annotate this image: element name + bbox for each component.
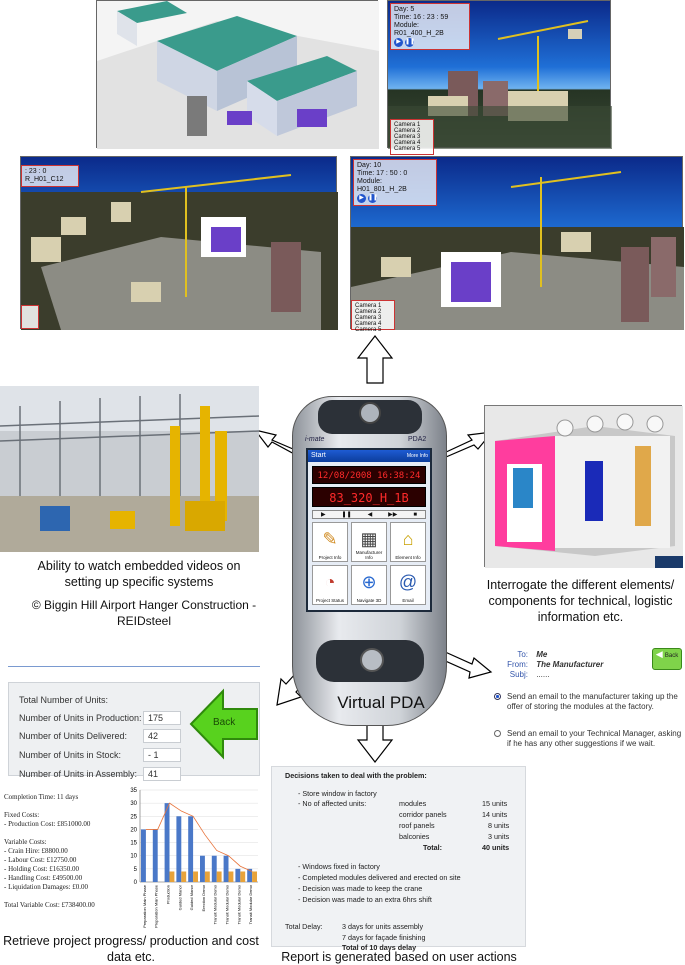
camera-item[interactable]: Camera 2	[394, 128, 421, 134]
units-assembly-value: 41	[143, 767, 181, 781]
fixed-cost-item: - Production Cost: £851000.00	[4, 820, 91, 828]
camera-item[interactable]: Camera 3	[355, 315, 382, 321]
affected-value: 14 units	[482, 810, 508, 819]
units-assembly-label: Number of Units in Assembly:	[19, 769, 138, 779]
x-tick-label: Preparation Main Phase	[141, 885, 147, 928]
module-model	[485, 406, 683, 568]
bar	[193, 871, 198, 882]
email-option-1[interactable]	[494, 692, 682, 712]
bar	[212, 856, 217, 882]
pda-model: PDA2	[408, 436, 427, 443]
laptop-icon: ▦	[360, 529, 378, 549]
play-icon[interactable]: ▶	[320, 512, 326, 518]
pda-datetime: 12/08/2008 16:38:24	[312, 466, 426, 484]
units-production-value: 175	[143, 711, 181, 725]
tile-email[interactable]: @ Email	[390, 565, 426, 605]
delay-line: 3 days for units assembly	[342, 922, 424, 931]
variable-cost-item: - Liquidation Damages: £0.00	[4, 883, 88, 891]
camera-item[interactable]: Camera 5	[394, 146, 421, 152]
rewind-icon[interactable]: ◀	[367, 512, 373, 518]
units-title: Total Number of Units:	[19, 695, 109, 705]
pause-icon[interactable]: ❚❚	[341, 512, 352, 518]
crane-icon: ⌂	[402, 529, 414, 549]
hud-time: Time: 16 : 23 : 59	[394, 14, 449, 21]
y-tick-label: 0	[133, 880, 137, 886]
caption-pda: Virtual PDA	[337, 693, 425, 712]
report-item: - Decision was made to an extra 6hrs shift	[298, 895, 432, 904]
pda-nav-button[interactable]	[359, 402, 381, 424]
camera-item[interactable]: Camera 1	[355, 303, 382, 309]
trend-line	[146, 803, 252, 871]
forward-icon[interactable]: ▶▶	[388, 512, 398, 518]
pda-dpad[interactable]	[360, 648, 384, 672]
back-arrow-icon: ◀	[655, 649, 663, 659]
y-tick-label: 5	[133, 866, 137, 873]
bar	[240, 871, 245, 882]
tile-project-status[interactable]: ◔ Project Status	[312, 565, 348, 605]
report-item: - Windows fixed in factory	[298, 862, 380, 871]
hud-day: Day: 10	[357, 162, 382, 169]
variable-cost-item: - Handling Cost: £49500.00	[4, 874, 83, 882]
pda-media-controls	[312, 510, 426, 519]
x-tick-label: Transit Modular Demo	[248, 885, 254, 925]
construction-video-frame[interactable]	[0, 386, 259, 552]
report-heading: Decisions taken to deal with the problem:	[285, 771, 427, 780]
email-to-row	[490, 650, 640, 659]
email-from-row	[490, 660, 640, 669]
email-subj-value: ......	[536, 670, 550, 679]
x-tick-label: Guided Manor	[189, 885, 195, 911]
completion-time: Completion Time: 11 days	[4, 793, 79, 801]
camera-item[interactable]: Camera 5	[355, 327, 382, 333]
bar	[200, 856, 205, 882]
arrow-lower-right	[441, 651, 491, 678]
affected-name: balconies	[399, 832, 430, 841]
variable-cost-item: - Holding Cost: £16350.00	[4, 865, 80, 873]
units-stock-value: - 1	[143, 748, 181, 762]
units-back-label: Back	[213, 717, 236, 728]
units-back-button[interactable]	[189, 687, 259, 761]
arrow-up	[358, 336, 392, 383]
x-tick-label: Erection Demo	[200, 885, 206, 912]
total-variable-cost: Total Variable Cost: £738400.00	[4, 901, 95, 909]
email-icon: @	[398, 572, 418, 592]
pencil-icon: ✎	[322, 529, 338, 549]
x-tick-label: Transit Modular Demo	[212, 885, 218, 925]
bar	[205, 871, 210, 882]
camera-item[interactable]: Camera 4	[355, 321, 382, 327]
fixed-costs-title: Fixed Costs:	[4, 811, 40, 819]
email-subj-label: Subj:	[509, 670, 528, 679]
email-to-value: Me	[536, 650, 548, 659]
pie-chart-icon: ◔	[324, 572, 336, 592]
caption-video: Ability to watch embedded videos on setting up specific systems	[37, 559, 241, 589]
variable-cost-item: - Labour Cost: £12750.00	[4, 856, 77, 864]
hud-time: Time: 17 : 50 : 0	[357, 170, 408, 177]
email-back-button[interactable]	[652, 648, 682, 670]
report-item: - Completed modules delivered and erected on site	[298, 873, 461, 882]
pda-screen	[306, 448, 432, 612]
units-panel	[8, 682, 260, 779]
hud-module: Module: H01_801_H_2B	[357, 178, 407, 193]
hud-time: : 23 : 0	[25, 168, 47, 175]
x-tick-label: Preparation Main Phase	[153, 885, 159, 928]
bar	[188, 816, 193, 882]
units-stock-label: Number of Units in Stock:	[19, 750, 122, 760]
pda-module-code: 83_320_H_1B	[312, 487, 426, 507]
pause-button[interactable]: ❚❚	[368, 195, 379, 201]
progress-chart	[122, 786, 262, 936]
x-tick-label: Transit Modular Demo	[236, 885, 242, 925]
affected-name: corridor panels	[399, 810, 447, 819]
play-button[interactable]: ▶	[394, 38, 403, 47]
bar	[176, 816, 181, 882]
magnifier-icon: ⊕	[361, 572, 377, 592]
x-tick-label: Transit Modular Demo	[224, 885, 230, 925]
report-item: - Store window in factory	[298, 789, 377, 798]
bar	[224, 856, 229, 882]
bar	[229, 871, 234, 882]
decision-report	[271, 766, 526, 952]
tile-navigate-3d[interactable]: ⊕ Navigate 3D	[351, 565, 387, 605]
affected-total-value: 40 units	[482, 843, 510, 852]
pda-taskbar	[308, 450, 430, 462]
affected-value: 3 units	[488, 832, 510, 841]
radio-selected-icon[interactable]	[494, 693, 501, 700]
radio-icon[interactable]	[494, 730, 501, 737]
tile-project-info[interactable]: ✎ Project Info	[312, 522, 348, 562]
report-item: - Decision was made to keep the crane	[298, 884, 423, 893]
email-from-value: The Manufacturer	[536, 660, 604, 669]
email-option-1-text: Send an email to the manufacturer taking up the offer of storing the modules at the factory.	[507, 692, 678, 711]
camera-item[interactable]: Camera 1	[394, 122, 421, 128]
bar	[141, 829, 146, 882]
bar	[153, 829, 158, 882]
tile-manufacturer-info[interactable]: ▦ Manufacturer Info	[351, 522, 387, 562]
camera-item[interactable]: Camera 3	[394, 134, 421, 140]
units-production-label: Number of Units in Production:	[19, 713, 142, 723]
affected-total-label: Total:	[423, 843, 443, 852]
affected-value: 8 units	[488, 821, 510, 830]
hud-day: Day: 5	[394, 6, 415, 13]
y-tick-label: 30	[130, 801, 137, 808]
stop-icon[interactable]: ■	[413, 512, 417, 518]
affected-name: modules	[399, 799, 427, 808]
pda-app-grid	[312, 522, 426, 605]
y-tick-label: 25	[130, 814, 137, 821]
bar	[181, 871, 186, 882]
hud-module: Module: R01_400_H_2B	[394, 22, 444, 37]
email-back-label: Back	[664, 653, 679, 659]
email-from-label: From:	[507, 660, 528, 669]
start-menu[interactable]: Start	[311, 452, 326, 459]
construction-photo	[0, 386, 259, 552]
variable-costs-title: Variable Costs:	[4, 838, 47, 846]
email-option-2-text: Send an email to your Technical Manager, asking if he has any other suggestions if we wait.	[507, 729, 682, 748]
email-option-2[interactable]	[494, 729, 682, 749]
affected-name: roof panels	[399, 821, 435, 830]
caption-report: Report is generated based on user actions	[281, 950, 517, 964]
x-tick-label: Production	[165, 885, 171, 905]
units-delivered-label: Number of Units Delivered:	[19, 731, 128, 741]
camera-item[interactable]: Camera 4	[394, 140, 421, 146]
y-tick-label: 10	[130, 853, 137, 860]
hud-module: R_H01_C12	[25, 176, 64, 183]
module-3d-render[interactable]	[484, 405, 682, 567]
bar	[217, 871, 222, 882]
camera-item[interactable]: Camera 2	[355, 309, 382, 315]
bar	[165, 803, 170, 882]
play-button[interactable]: ▶	[357, 194, 366, 203]
delay-label: Total Delay:	[285, 922, 323, 931]
bar	[170, 871, 175, 882]
tile-element-info[interactable]: ⌂ Element Info	[390, 522, 426, 562]
caption-progress: Retrieve project progress/ production and cost data etc.	[3, 934, 259, 964]
report-item: - No of affected units:	[298, 799, 367, 808]
delay-line: 7 days for façade finishing	[342, 933, 426, 942]
affected-value: 15 units	[482, 799, 508, 808]
bar	[235, 869, 240, 882]
y-tick-label: 35	[130, 788, 137, 794]
delay-total: Total of 10 days delay	[342, 943, 417, 952]
more-info-link[interactable]: More Info	[406, 453, 428, 459]
email-subj-row	[490, 670, 640, 679]
pause-button[interactable]: ❚❚	[405, 39, 416, 45]
y-tick-label: 15	[130, 840, 137, 847]
divider-line	[8, 666, 260, 667]
caption-credit: © Biggin Hill Airport Hanger Construction - REIDsteel	[31, 598, 257, 628]
pda-brand: i-mate	[305, 436, 325, 443]
x-tick-label: Guided Manor	[177, 885, 183, 911]
variable-cost-item: - Crain Hire: £8800.00	[4, 847, 68, 855]
y-tick-label: 20	[130, 827, 137, 834]
bar	[252, 871, 257, 882]
email-to-label: To:	[517, 650, 528, 659]
units-delivered-value: 42	[143, 729, 181, 743]
caption-interrogate: Interrogate the different elements/ components for technical, logistic information etc.	[486, 578, 675, 624]
